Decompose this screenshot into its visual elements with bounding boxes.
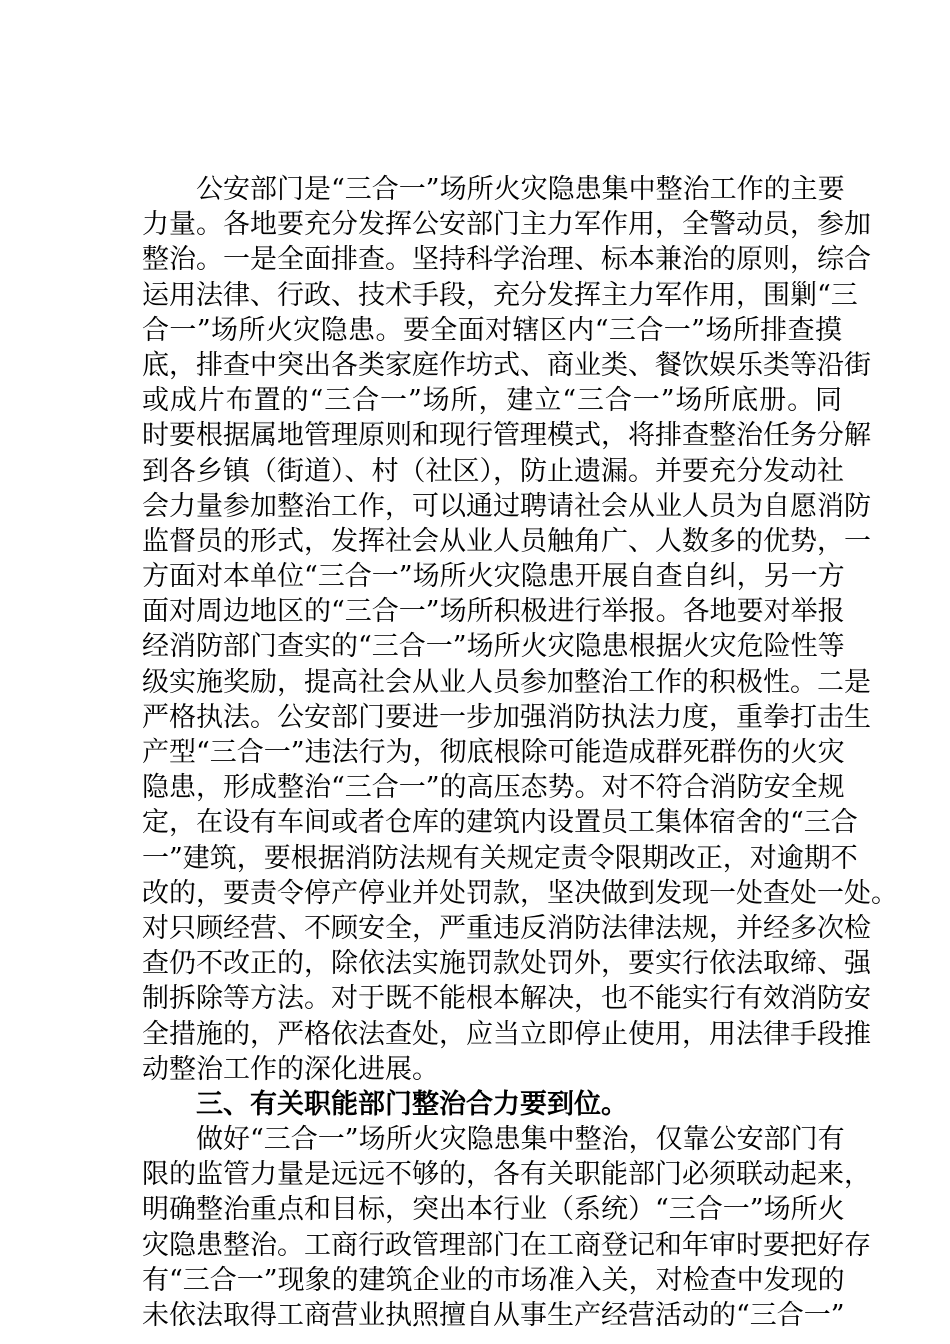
text-line: 对只顾经营、不顾安全，严重违反消防法律法规，并经多次检 [142, 912, 871, 944]
text-line: 面对周边地区的“三合一”场所积极进行举报。各地要对举报 [142, 596, 845, 628]
text-line: 做好“三合一”场所火灾隐患集中整治，仅靠公安部门有 [196, 1124, 845, 1156]
paragraph-public-security [142, 172, 898, 1087]
paragraph-departments [142, 1122, 871, 1333]
text-line: 定，在设有车间或者仓库的建筑内设置员工集体宿舍的“三合 [142, 807, 858, 839]
text-line: 限的监管力量是远远不够的，各有关职能部门必须联动起来， [142, 1159, 871, 1191]
text-line: 公安部门是“三合一”场所火灾隐患集中整治工作的主要 [196, 174, 845, 205]
text-line: 严格执法。公安部门要进一步加强消防执法力度，重拳打击生 [142, 701, 871, 733]
text-line: 未依法取得工商营业执照擅自从事生产经营活动的“三合一” [142, 1300, 845, 1331]
text-line: 级实施奖励，提高社会从业人员参加整治工作的积极性。二是 [142, 666, 871, 698]
text-line: 方面对本单位“三合一”场所火灾隐患开展自查自纠，另一方 [142, 561, 845, 593]
text-line: 底，排查中突出各类家庭作坊式、商业类、餐饮娱乐类等沿街 [142, 349, 871, 381]
text-line: 一”建筑，要根据消防法规有关规定责令限期改正，对逾期不 [142, 842, 858, 874]
text-line: 或成片布置的“三合一”场所，建立“三合一”场所底册。同 [142, 385, 842, 417]
text-line: 时要根据属地管理原则和现行管理模式，将排查整治任务分解 [142, 420, 871, 452]
text-line: 整治。一是全面排查。坚持科学治理、标本兼治的原则，综合 [142, 244, 871, 276]
text-line: 明确整治重点和目标，突出本行业（系统）“三合一”场所火 [142, 1194, 845, 1226]
text-line: 合一”场所火灾隐患。要全面对辖区内“三合一”场所排查摸 [142, 314, 842, 346]
text-line: 改的，要责令停产停业并处罚款，坚决做到发现一处查处一处。 [142, 877, 898, 909]
text-line: 运用法律、行政、技术手段，充分发挥主力军作用，围剿“三 [142, 279, 858, 311]
text-line: 到各乡镇（街道）、村（社区），防止遗漏。并要充分发动社 [142, 455, 844, 487]
text-line: 灾隐患整治。工商行政管理部门在工商登记和年审时要把好存 [142, 1229, 871, 1261]
text-line: 力量。各地要充分发挥公安部门主力军作用，全警动员，参加 [142, 209, 871, 241]
text-line: 查仍不改正的，除依法实施罚款处罚外，要实行依法取缔、强 [142, 948, 871, 980]
text-line: 全措施的，严格依法查处，应当立即停止使用，用法律手段推 [142, 1018, 871, 1050]
text-line: 隐患，形成整治“三合一”的高压态势。对不符合消防安全规 [142, 772, 845, 804]
text-line: 会力量参加整治工作，可以通过聘请社会从业人员为自愿消防 [142, 490, 871, 522]
text-line: 经消防部门查实的“三合一”场所火灾隐患根据火灾危险性等 [142, 631, 845, 663]
text-line: 动整治工作的深化进展。 [142, 1053, 439, 1085]
text-line: 监督员的形式，发挥社会从业人员触角广、人数多的优势，一 [142, 525, 871, 557]
section-heading: 三、有关职能部门整治合力要到位。 [196, 1088, 628, 1120]
text-line: 制拆除等方法。对于既不能根本解决，也不能实行有效消防安 [142, 983, 871, 1015]
document-body [142, 172, 898, 1333]
text-line: 产型“三合一”违法行为，彻底根除可能造成群死群伤的火灾 [142, 737, 845, 768]
text-line: 有“三合一”现象的建筑企业的市场准入关，对检查中发现的 [142, 1264, 845, 1296]
